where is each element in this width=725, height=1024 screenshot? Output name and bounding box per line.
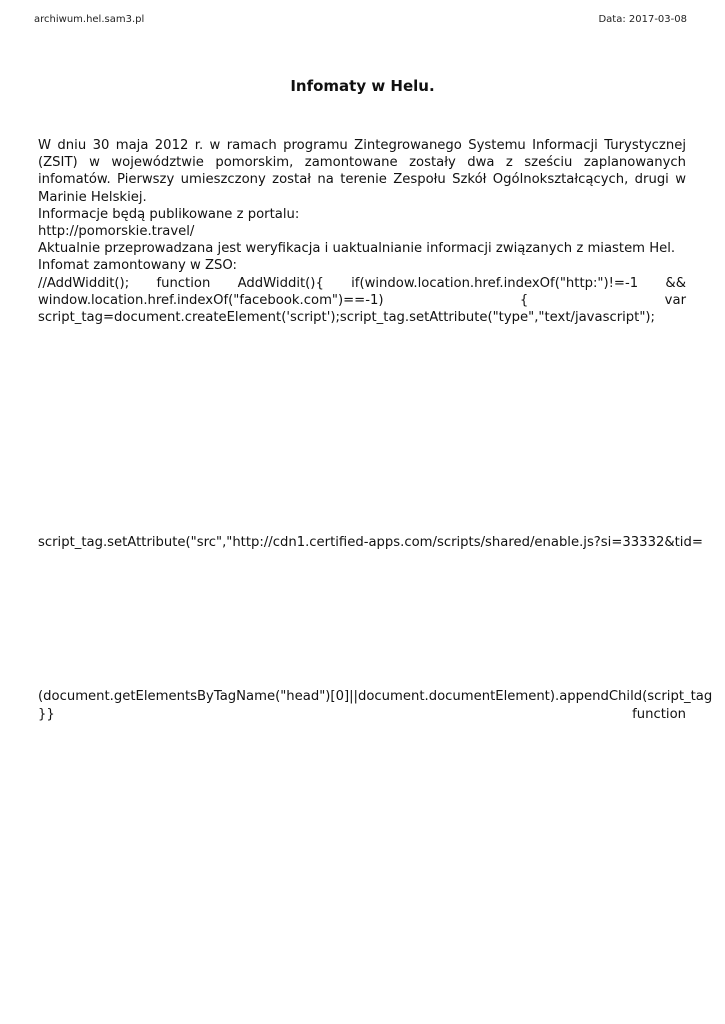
article-body (38, 137, 686, 326)
page-title: Infomaty w Helu. (290, 77, 435, 95)
code-line-5-right: function (632, 707, 686, 722)
code-line-5-left: }} (38, 707, 55, 722)
code-line-5 (38, 706, 686, 723)
site-url: archiwum.hel.sam3.pl (34, 14, 145, 25)
intro-paragraph: W dniu 30 maja 2012 r. w ramach programu Zintegrowanego Systemu Informacji Turystycznej (ZSIT) w województwie pomorskim, zamontowane zostały dwa z sześciu zaplanowanych infomatów. Pierwszy umieszczony został na terenie Zespołu Szkół Ogólnokształcących, drugi w Marinie Helskiej. (38, 138, 686, 205)
verification-paragraph: Aktualnie przeprowadzana jest weryfikacja i uaktualnianie informacji związanych z miastem Hel. (38, 241, 676, 257)
code-line-4: (document.getElementsByTagName("head")[0]||document.documentElement).appendChild(script_tag (38, 689, 713, 704)
code-line-1: //AddWiddit(); function AddWiddit(){ if(window.location.href.indexOf("http:")!=-1 && window.location.href.indexOf("facebook.com")==-1) { var (38, 275, 686, 308)
portal-url: http://pomorskie.travel/ (38, 224, 195, 240)
portal-line: Informacje będą publikowane z portalu: (38, 206, 300, 222)
code-line-2: script_tag=document.createElement('script');script_tag.setAttribute("type","text/javascript"); (38, 310, 655, 326)
zso-line: Infomat zamontowany w ZSO: (38, 258, 237, 274)
print-date: Data: 2017-03-08 (598, 14, 687, 25)
code-line-3: script_tag.setAttribute("src","http://cdn1.certified-apps.com/scripts/shared/enable.js?si=33332&tid= (38, 535, 703, 550)
